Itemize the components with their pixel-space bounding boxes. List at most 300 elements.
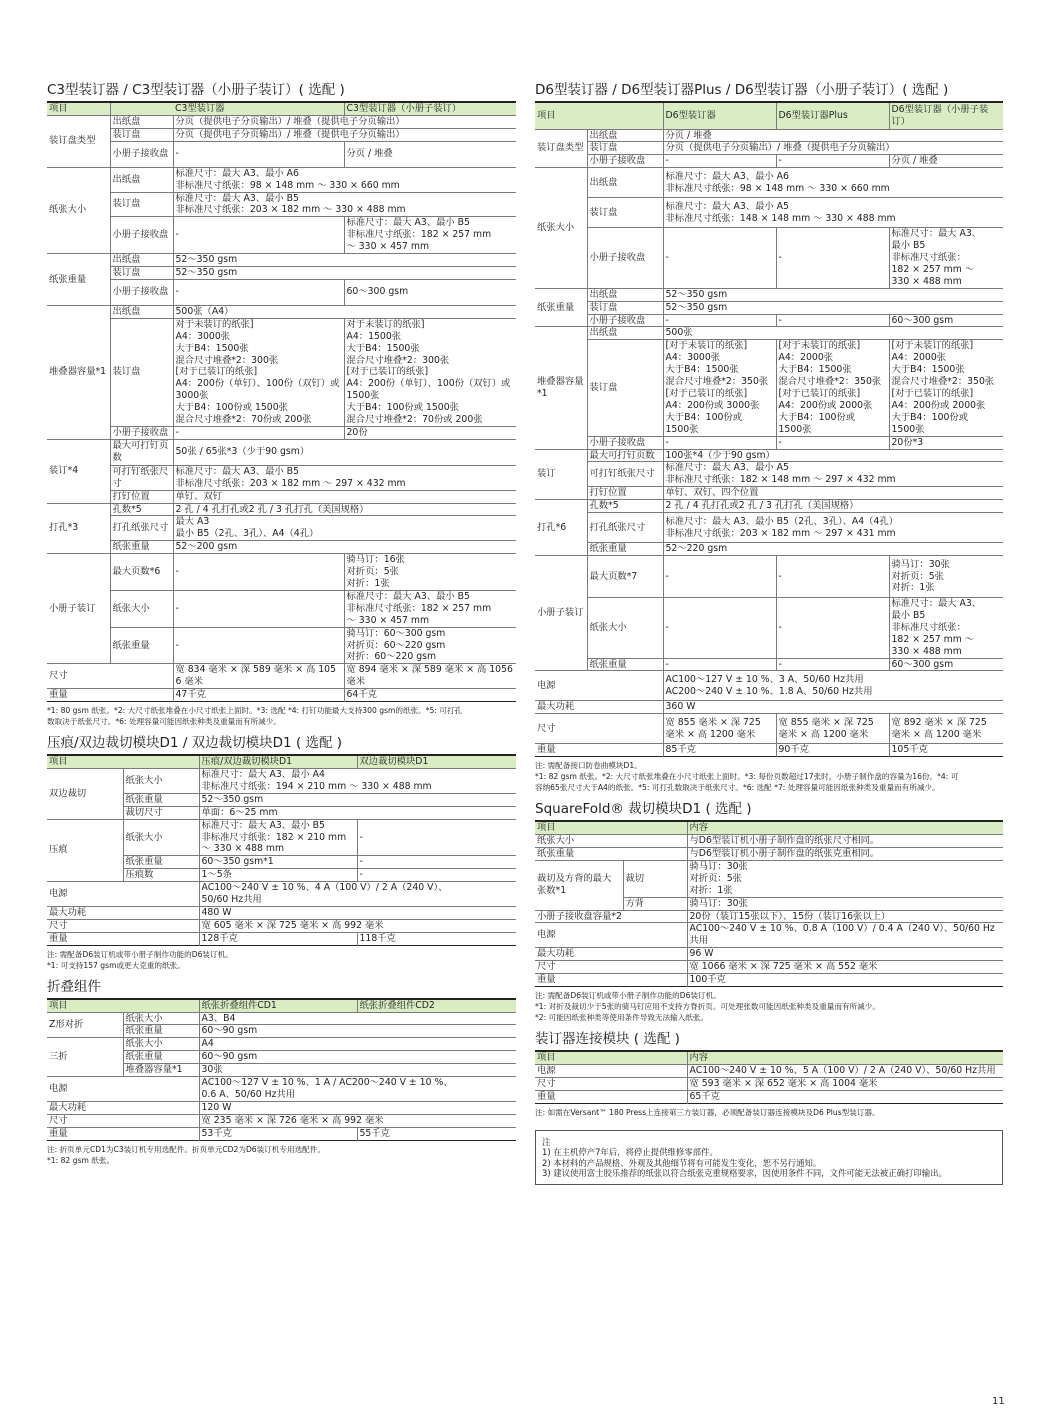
cell-value: 对于未装订的纸张] A4：3000张 大于B4：1500张 混合尺寸堆叠*2：300张 [对于已装订的纸张] A4：200份（单钉）、100份（双钉）或 3000张 大于B4：100份或 1500张 混合尺寸堆叠*2：70份或 200张 [173, 318, 344, 426]
row-label: 装订 [535, 449, 587, 500]
row-label: 尺寸 [535, 961, 687, 974]
row-label: 尺寸 [535, 1077, 687, 1090]
c3-title: C3型装订器 / C3型装订器（小册子装订）( 选配 ) [47, 82, 516, 103]
cell-value: 宽 892 毫米 × 深 725 毫米 × 高 1200 毫米 [889, 714, 1003, 744]
table-row [47, 1077, 516, 1102]
cell-value: - [173, 217, 344, 254]
table-row [47, 1101, 516, 1114]
table-row [47, 167, 516, 192]
table-row [535, 168, 1003, 198]
row-label: 重量 [535, 744, 663, 757]
header-cell: C3型装订器（小册子装订） [344, 103, 516, 115]
row-sublabel: 装订盘 [587, 198, 663, 228]
row-label: 电源 [535, 671, 663, 701]
row-label: 纸张重量 [535, 848, 687, 861]
row-label: 三折 [47, 1038, 123, 1077]
row-sublabel: 堆叠器容量*1 [123, 1064, 199, 1077]
row-sublabel: 最大页数*6 [110, 554, 173, 591]
general-notes-box [535, 1130, 1003, 1185]
cell-value: 360 W [663, 701, 1003, 714]
row-sublabel: 裁切尺寸 [123, 806, 199, 819]
table-row [535, 1077, 1003, 1090]
cell-value: - [663, 155, 776, 168]
table-row [47, 426, 516, 439]
table-row [535, 948, 1003, 961]
table-row [535, 340, 1003, 436]
cell-value: 100张*4（少于90 gsm） [663, 449, 1003, 462]
table-row [535, 436, 1003, 449]
cell-value: AC100～240 V ± 10 %、4 A（100 V）/ 2 A（240 V）、 50/60 Hz共用 [199, 882, 516, 907]
table-header-row [535, 103, 1003, 129]
row-label: 重量 [535, 1090, 687, 1103]
squarefold-title: SquareFold® 裁切模块D1 ( 选配 ) [535, 801, 1003, 822]
row-sublabel: 纸张重量 [123, 1051, 199, 1064]
table-row [47, 932, 516, 945]
row-label: 重量 [47, 932, 199, 945]
row-sublabel: 纸张大小 [123, 768, 199, 793]
cell-value: 500张 [663, 327, 1003, 340]
header-cell: 内容 [687, 822, 1003, 834]
cell-value: 标准尺寸：最大 A3、 最小 B5 非标准尺寸纸张： 182 × 257 mm ～ 330 × 488 mm [889, 228, 1003, 289]
cell-value: 标准尺寸：最大 A3、最小 B5 非标准尺寸纸张：182 × 257 mm ～ 330 × 457 mm [344, 217, 516, 254]
cell-value: - [776, 228, 889, 289]
table-row [535, 449, 1003, 462]
cell-value: 90千克 [776, 744, 889, 757]
cell-value: - [663, 555, 776, 597]
cell-value: 与D6型装订机小册子制作盘的纸张克重相同。 [687, 848, 1003, 861]
row-sublabel: 装订盘 [110, 192, 173, 217]
cell-value: 96 W [687, 948, 1003, 961]
cell-value: - [173, 590, 344, 627]
table-row [535, 155, 1003, 168]
table-row [47, 627, 516, 664]
row-sublabel: 装订盘 [587, 340, 663, 436]
table-header-row [535, 822, 1003, 834]
table-row [47, 503, 516, 516]
table-row [535, 327, 1003, 340]
table-row [535, 129, 1003, 142]
row-sublabel: 小册子接收盘 [110, 426, 173, 439]
cell-value: 2 孔 / 4 孔打孔或2 孔 / 3 孔打孔（美国规格） [663, 500, 1003, 513]
cell-value: - [776, 155, 889, 168]
cell-value: 65千克 [687, 1090, 1003, 1103]
cell-value: 105千克 [889, 744, 1003, 757]
table-row [47, 664, 516, 689]
row-sublabel: 最大可打钉页数 [587, 449, 663, 462]
header-cell: 项目 [535, 1052, 687, 1064]
cell-value: 52～350 gsm [199, 793, 516, 806]
cell-value: 100千克 [687, 974, 1003, 987]
header-cell: D6型装订器Plus [776, 103, 889, 129]
table-row [47, 554, 516, 591]
cell-value: 60～90 gsm [199, 1051, 516, 1064]
row-sublabel: 纸张大小 [123, 1012, 199, 1025]
table-row [535, 910, 1003, 923]
cell-value: - [357, 869, 516, 882]
cell-value: A4 [199, 1038, 516, 1051]
cell-value: 60～350 gsm*1 [199, 856, 357, 869]
cell-value: 骑马订：30张 [687, 897, 1003, 910]
table-row [47, 1012, 516, 1025]
cell-value: 标准尺寸：最大 A3、 最小 B5 非标准尺寸纸张： 182 × 257 mm ～ 330 × 488 mm [889, 597, 1003, 658]
row-sublabel: 装订盘 [587, 301, 663, 314]
cell-value: 宽 834 毫米 × 深 589 毫米 × 高 1056 毫米 [173, 664, 344, 689]
row-sublabel: 出纸盘 [587, 327, 663, 340]
table-row [535, 142, 1003, 155]
row-sublabel: 孔数*5 [587, 500, 663, 513]
table-row [47, 882, 516, 907]
row-label: 纸张重量 [47, 254, 110, 306]
table-row [535, 513, 1003, 543]
table-row [535, 848, 1003, 861]
table-header-row [47, 756, 516, 768]
cell-value: - [776, 597, 889, 658]
table-row [47, 1114, 516, 1127]
row-label: 最大功耗 [535, 948, 687, 961]
table-row [535, 462, 1003, 487]
table-header-row [535, 1052, 1003, 1064]
cell-value: 52～200 gsm [173, 541, 516, 554]
header-cell: 压痕/双边裁切模块D1 [199, 756, 357, 768]
cell-value: 50张 / 65张*3（少于90 gsm） [173, 439, 516, 465]
row-sublabel: 可打钉纸张尺寸 [110, 465, 173, 490]
row-sublabel: 纸张大小 [123, 1038, 199, 1051]
cell-value: - [663, 228, 776, 289]
row-sublabel: 装订盘 [110, 266, 173, 279]
row-sublabel: 最大页数*7 [587, 555, 663, 597]
row-label: 堆叠器容量*1 [47, 305, 110, 439]
row-sublabel: 打孔纸张尺寸 [110, 516, 173, 541]
row-label: 小册子接收盘容量*2 [535, 910, 687, 923]
header-cell: 项目 [47, 756, 123, 768]
cell-value: 单面：6～25 mm [199, 806, 516, 819]
table-header-row [47, 1000, 516, 1012]
cell-value: 与D6型装订机小册子制作盘的纸张尺寸相同。 [687, 835, 1003, 848]
table-row [47, 439, 516, 465]
cell-value: 标准尺寸：最大 A3、最小 B5 非标准尺寸纸张：182 × 210 mm ～ 330 × 488 mm [199, 819, 357, 856]
row-label: 重量 [47, 689, 173, 702]
cell-value: [对于未装订的纸张] A4：2000张 大于B4：1500张 混合尺寸堆叠*2：350张 [对于已装订的纸张] A4：200份或 2000张 大于B4：100份或 1500张 [889, 340, 1003, 436]
row-sublabel: 打孔纸张尺寸 [587, 513, 663, 543]
cell-value: - [173, 627, 344, 664]
table-row [47, 465, 516, 490]
row-sublabel: 小册子接收盘 [110, 279, 173, 305]
table-row [535, 744, 1003, 757]
cell-value: 最大 A3 最小 B5（2孔、3孔）、A4（4孔） [173, 516, 516, 541]
table-row [535, 314, 1003, 327]
row-label: 双边裁切 [47, 768, 123, 819]
row-label: 最大功耗 [47, 906, 199, 919]
row-sublabel: 小册子接收盘 [587, 155, 663, 168]
connection-notes: 注: 如需在Versant™ 180 Press上连接第三方装订器，必须配备装订器连接模块及D6 Plus型装订器。 [535, 1107, 880, 1117]
row-label: 打孔*6 [535, 500, 587, 556]
table-row [47, 279, 516, 305]
row-label: 尺寸 [47, 664, 173, 689]
crease-spec-table [47, 756, 516, 946]
row-label: 纸张重量 [535, 288, 587, 327]
table-row [47, 141, 516, 167]
row-sublabel: 纸张重量 [123, 1025, 199, 1038]
table-row [47, 115, 516, 128]
table-row [535, 974, 1003, 987]
cell-value: 128千克 [199, 932, 357, 945]
table-row [535, 835, 1003, 848]
cell-value: 2 孔 / 4 孔打孔或2 孔 / 3 孔打孔（美国规格） [173, 503, 516, 516]
right-column [535, 82, 1003, 1185]
cell-value: 宽 894 毫米 × 深 589 毫米 × 高 1056 毫米 [344, 664, 516, 689]
header-cell: 项目 [47, 1000, 123, 1012]
cell-value: - [173, 141, 344, 167]
row-label: 最大功耗 [47, 1101, 199, 1114]
row-label: 尺寸 [47, 1114, 199, 1127]
cell-value: 标准尺寸：最大 A3、最小 B5 非标准尺寸纸张：203 × 182 mm ～ 297 × 432 mm [173, 465, 516, 490]
row-label: Z形对折 [47, 1012, 123, 1038]
row-label: 最大功耗 [535, 701, 663, 714]
row-label: 重量 [535, 974, 687, 987]
cell-value: 20份*3 [889, 436, 1003, 449]
row-sublabel: 小册子接收盘 [587, 228, 663, 289]
cell-value: 55千克 [357, 1127, 516, 1140]
header-cell: 项目 [47, 103, 110, 115]
row-sublabel: 纸张大小 [587, 597, 663, 658]
row-sublabel: 小册子接收盘 [110, 217, 173, 254]
fold-title: 折叠组件 [47, 979, 516, 1000]
table-row [535, 1090, 1003, 1103]
table-row [47, 906, 516, 919]
cell-value: 分页（提供电子分页输出）/ 堆叠（提供电子分页输出） [173, 128, 516, 141]
row-label: 纸张大小 [535, 835, 687, 848]
cell-value: - [776, 314, 889, 327]
row-sublabel: 方背 [623, 897, 687, 910]
row-label: 重量 [47, 1127, 199, 1140]
cell-value: 单钉、双钉 [173, 490, 516, 503]
cell-value: [对于未装订的纸张] A4：2000张 大于B4：1500张 混合尺寸堆叠*2：350张 [对于已装订的纸张] A4：200份或 2000张 大于B4：100份或 1500张 [776, 340, 889, 436]
table-row [535, 198, 1003, 228]
row-sublabel: 装订盘 [587, 142, 663, 155]
cell-value: 骑马订：30张 对折页：5张 对折：1张 [889, 555, 1003, 597]
cell-value: 标准尺寸：最大 A3、最小 B5（2孔、3孔）、A4（4孔） 非标准尺寸纸张：203 × 182 mm ～ 297 × 431 mm [663, 513, 1003, 543]
table-row [535, 701, 1003, 714]
cell-value: AC100～127 V ± 10 %、3 A、50/60 Hz共用 AC200～240 V ± 10 %、1.8 A、50/60 Hz共用 [663, 671, 1003, 701]
cell-value: 骑马订：60～300 gsm 对折页：60～220 gsm 对折：60～220 gsm [344, 627, 516, 664]
d6-title: D6型装订器 / D6型装订器Plus / D6型装订器（小册子装订）( 选配 ) [535, 82, 1003, 103]
table-row [535, 923, 1003, 948]
cell-value: 20份（装订15张以下）、15份（装订16张以上） [687, 910, 1003, 923]
cell-value: 分页（提供电子分页输出）/ 堆叠（提供电子分页输出） [173, 115, 516, 128]
header-cell: D6型装订器 [663, 103, 776, 129]
cell-value: 分页 / 堆叠 [344, 141, 516, 167]
row-sublabel: 小册子接收盘 [587, 436, 663, 449]
row-sublabel: 打钉位置 [587, 487, 663, 500]
cell-value: [对于未装订的纸张] A4：3000张 大于B4：1500张 混合尺寸堆叠*2：350张 [对于已装订的纸张] A4：200份或 3000张 大于B4：100份或 1500张 [663, 340, 776, 436]
cell-value: - [663, 658, 776, 671]
cell-value: - [663, 436, 776, 449]
connection-spec-table [535, 1052, 1003, 1104]
row-label: 装订盘类型 [47, 115, 110, 167]
squarefold-notes: 注: 需配备D6装订机或带小册子制作功能的D6装订机。 *1: 对折及裁切少于5张的骑马钉应用不支持方脊折页。可处理张数可能因纸张种类及重量而有所减少。 *2: 可能因纸张种类等使用条件导致无法输入纸张。 [535, 991, 880, 1022]
cell-value: 1～5条 [199, 869, 357, 882]
cell-value: 宽 855 毫米 × 深 725 毫米 × 高 1200 毫米 [776, 714, 889, 744]
row-sublabel: 可打钉纸张尺寸 [587, 462, 663, 487]
row-sublabel: 纸张大小 [110, 590, 173, 627]
cell-value: 宽 593 毫米 × 深 652 毫米 × 高 1004 毫米 [687, 1077, 1003, 1090]
row-sublabel: 打钉位置 [110, 490, 173, 503]
header-cell: D6型装订器（小册子装订） [889, 103, 1003, 129]
row-label: 电源 [535, 1064, 687, 1077]
table-row [535, 1064, 1003, 1077]
cell-value: - [663, 314, 776, 327]
crease-notes: 注: 需配备D6装订机或带小册子制作功能的D6装订机。 *1: 可支持157 gsm或更大克重的纸张。 [47, 949, 233, 970]
cell-value: 分页 / 堆叠 [889, 155, 1003, 168]
row-sublabel: 小册子接收盘 [587, 314, 663, 327]
header-cell: 纸张折叠组件CD2 [357, 1000, 516, 1012]
cell-value: - [776, 436, 889, 449]
table-row [47, 590, 516, 627]
table-row [47, 919, 516, 932]
cell-value: 52～350 gsm [663, 301, 1003, 314]
notes-box-title: 注 [542, 1136, 551, 1147]
page-number: 11 [992, 1396, 1005, 1407]
cell-value: 单钉、双钉、四个位置 [663, 487, 1003, 500]
row-sublabel: 出纸盘 [587, 168, 663, 198]
cell-value: - [357, 856, 516, 869]
row-sublabel: 纸张大小 [123, 819, 199, 856]
fold-spec-table [47, 1000, 516, 1141]
row-sublabel: 出纸盘 [587, 288, 663, 301]
row-label: 打孔*3 [47, 503, 110, 554]
cell-value: 20份 [344, 426, 516, 439]
table-row [47, 1127, 516, 1140]
table-row [535, 658, 1003, 671]
cell-value: 标准尺寸：最大 A3、最小 A6 非标准尺寸纸张：98 × 148 mm ～ 330 × 660 mm [663, 168, 1003, 198]
row-sublabel: 裁切 [623, 860, 687, 897]
table-row [535, 500, 1003, 513]
left-column [47, 82, 516, 1166]
table-row [47, 1038, 516, 1051]
row-label: 小册子装订 [535, 555, 587, 670]
table-header-row [47, 103, 516, 115]
notes-box-item: 3) 建议使用富士胶乐推荐的纸张以符合纸张克重规格要求，因使用条件不同，文件可能无法被正确打印输出。 [542, 1168, 947, 1179]
row-sublabel: 孔数*5 [110, 503, 173, 516]
cell-value: 60～300 gsm [344, 279, 516, 305]
cell-value: 宽 235 毫米 × 深 726 毫米 × 高 992 毫米 [199, 1114, 516, 1127]
cell-value: 标准尺寸：最大 A3、最小 B5 非标准尺寸纸张：182 × 257 mm ～ 330 × 457 mm [344, 590, 516, 627]
table-row [535, 961, 1003, 974]
cell-value: - [173, 279, 344, 305]
cell-value: 宽 1066 毫米 × 深 725 毫米 × 高 552 毫米 [687, 961, 1003, 974]
row-label: 装订盘类型 [535, 129, 587, 168]
cell-value: 118千克 [357, 932, 516, 945]
header-cell: 项目 [535, 822, 623, 834]
row-sublabel: 纸张重量 [110, 627, 173, 664]
cell-value: 宽 855 毫米 × 深 725 毫米 × 高 1200 毫米 [663, 714, 776, 744]
crease-title: 压痕/双边裁切模块D1 / 双边裁切模块D1 ( 选配 ) [47, 735, 516, 756]
table-row [535, 860, 1003, 897]
cell-value: 52～220 gsm [663, 543, 1003, 556]
cell-value: - [776, 555, 889, 597]
row-label: 压痕 [47, 819, 123, 882]
row-label: 尺寸 [47, 919, 199, 932]
cell-value: 骑马订：30张 对折页：5张 对折：1张 [687, 860, 1003, 897]
cell-value: 85千克 [663, 744, 776, 757]
table-row [47, 541, 516, 554]
row-sublabel: 纸张重量 [110, 541, 173, 554]
row-sublabel: 压痕数 [123, 869, 199, 882]
cell-value: 52～350 gsm [663, 288, 1003, 301]
table-row [47, 768, 516, 793]
table-row [535, 487, 1003, 500]
cell-value: 60～90 gsm [199, 1025, 516, 1038]
row-label: 电源 [535, 923, 687, 948]
table-row [535, 228, 1003, 289]
row-sublabel: 装订盘 [110, 128, 173, 141]
cell-value: - [173, 426, 344, 439]
cell-value: 标准尺寸：最大 A3、最小 A4 非标准尺寸纸张：194 × 210 mm ～ 330 × 488 mm [199, 768, 516, 793]
table-row [535, 597, 1003, 658]
table-row [535, 301, 1003, 314]
cell-value: 500张（A4） [173, 305, 516, 318]
cell-value: 分页（提供电子分页输出）/ 堆叠（提供电子分页输出） [663, 142, 1003, 155]
cell-value: 骑马订：16张 对折页：5张 对折：1张 [344, 554, 516, 591]
row-label: 电源 [47, 1077, 199, 1102]
cell-value: 64千克 [344, 689, 516, 702]
cell-value: A3、B4 [199, 1012, 516, 1025]
connection-title: 装订器连接模块 ( 选配 ) [535, 1031, 1003, 1052]
cell-value: 标准尺寸：最大 A3、最小 A5 非标准尺寸纸张：182 × 148 mm ～ 297 × 432 mm [663, 462, 1003, 487]
cell-value: - [173, 554, 344, 591]
cell-value: 53千克 [199, 1127, 357, 1140]
d6-spec-table [535, 103, 1003, 757]
cell-value: 120 W [199, 1101, 516, 1114]
row-label: 纸张大小 [47, 167, 110, 253]
table-row [47, 192, 516, 217]
cell-value: 标准尺寸：最大 A3、最小 A5 非标准尺寸纸张：148 × 148 mm ～ 330 × 488 mm [663, 198, 1003, 228]
table-row [47, 266, 516, 279]
cell-value: - [776, 658, 889, 671]
row-sublabel: 纸张重量 [587, 658, 663, 671]
cell-value: 标准尺寸：最大 A3、最小 B5 非标准尺寸纸张：203 × 182 mm ～ 330 × 488 mm [173, 192, 516, 217]
notes-box-item: 2) 本材料的产品规格、外观及其他细节将有可能发生变化，恕不另行通知。 [542, 1157, 822, 1168]
fold-notes: 注: 折页单元CD1为C3装订机专用选配件。折页单元CD2为D6装订机专用选配件。 *1: 82 gsm 纸张。 [47, 1144, 325, 1165]
squarefold-spec-table [535, 822, 1003, 987]
c3-notes: *1: 80 gsm 纸张。*2: 大尺寸纸张堆叠在小尺寸纸张上面时。*3: 选配 *4: 打钉功能最大支持300 gsm的纸张。*5: 可打孔 数取决于纸张尺寸。*6: 处理容量可能因纸张种类及重量而有所减少。 [47, 706, 463, 727]
row-sublabel: 出纸盘 [110, 115, 173, 128]
cell-value: AC100～240 V ± 10 %、5 A（100 V）/ 2 A（240 V）、50/60 Hz共用 [687, 1064, 1003, 1077]
cell-value: 标准尺寸：最大 A3、最小 A6 非标准尺寸纸张：98 × 148 mm ～ 330 × 660 mm [173, 167, 516, 192]
table-row [535, 555, 1003, 597]
row-label: 纸张大小 [535, 168, 587, 289]
table-row [47, 217, 516, 254]
row-sublabel: 装订盘 [110, 318, 173, 426]
header-cell: 双边裁切模块D1 [357, 756, 516, 768]
row-label: 裁切及方背的最大张数*1 [535, 860, 623, 910]
cell-value: 480 W [199, 906, 516, 919]
table-row [47, 490, 516, 503]
table-row [47, 254, 516, 267]
table-row [47, 819, 516, 856]
table-row [535, 671, 1003, 701]
row-label: 装订*4 [47, 439, 110, 503]
table-row [47, 516, 516, 541]
cell-value: - [663, 597, 776, 658]
row-label: 小册子装订 [47, 554, 110, 664]
cell-value: 60～300 gsm [889, 658, 1003, 671]
cell-value: AC100～127 V ± 10 %、1 A / AC200～240 V ± 10 %、 0.6 A、50/60 Hz共用 [199, 1077, 516, 1102]
cell-value: AC100～240 V ± 10 %、0.8 A（100 V）/ 0.4 A（240 V）、50/60 Hz共用 [687, 923, 1003, 948]
d6-notes: 注: 需配备接口防卷曲模块D1。 *1: 82 gsm 纸张。*2: 大尺寸纸张堆叠在小尺寸纸张上面时。*3: 每份页数超过17张时，小册子制作盘的容量为16份。*4: 可 容纳65张尺寸大于A4的纸张。*5: 可打孔数取决于纸张尺寸。*6: 选配 *7: 处理容量可能因纸张种类及重量而有所减少。 [535, 761, 959, 793]
row-sublabel: 最大可打钉页数 [110, 439, 173, 465]
table-row [47, 689, 516, 702]
